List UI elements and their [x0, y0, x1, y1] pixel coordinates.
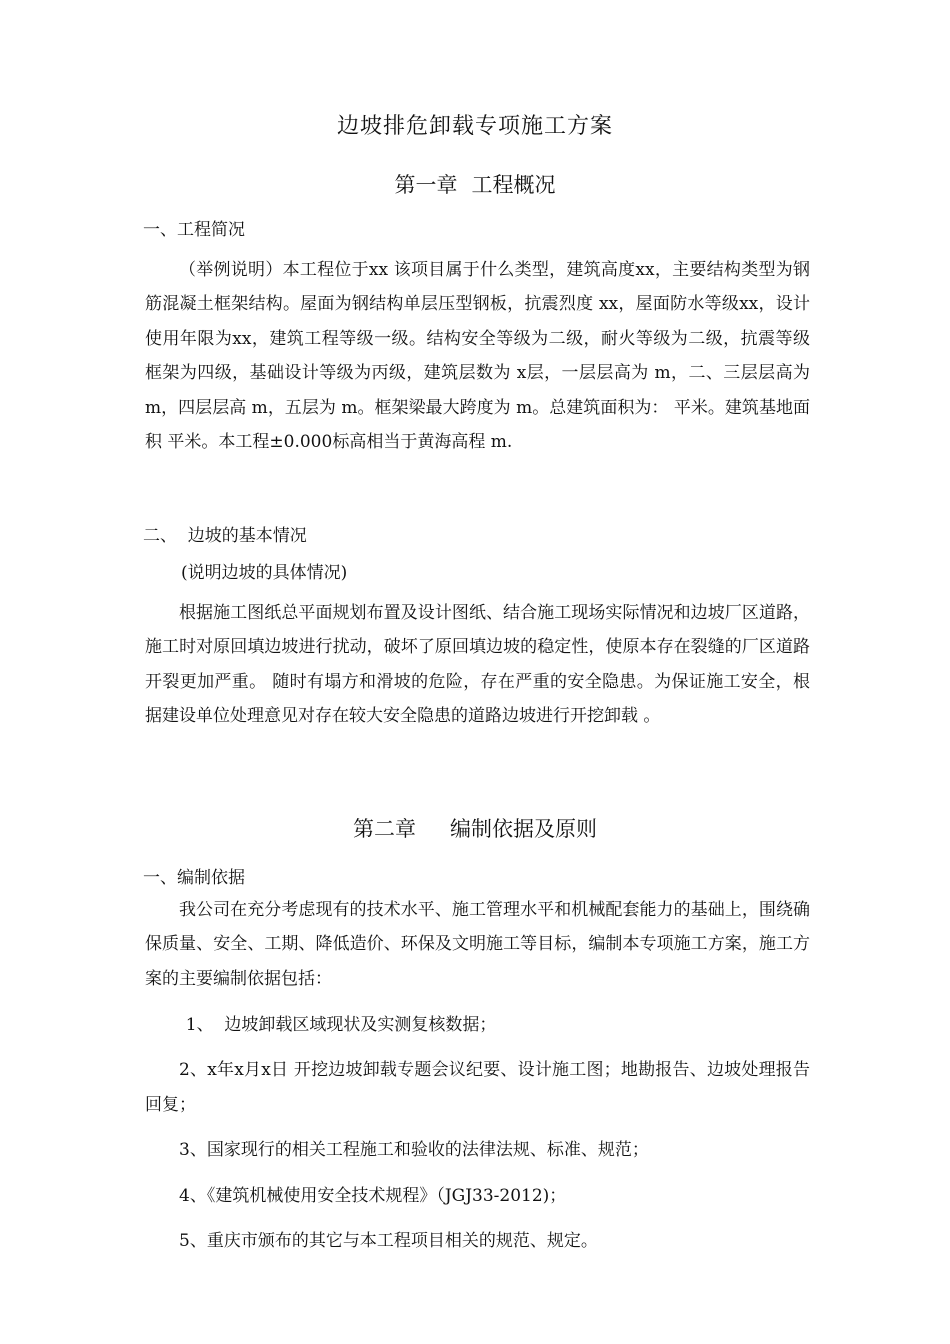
section-slope-basics-note: (说明边坡的具体情况)	[181, 563, 348, 583]
list-item: 1、 边坡卸载区域现状及实测复核数据；	[185, 1015, 497, 1035]
chapter-2-heading	[0, 814, 950, 844]
chapter-2-name: 编制依据及原则	[450, 817, 597, 841]
chapter-1-number: 第一章	[394, 173, 458, 197]
section-basis-heading: 一、编制依据	[143, 868, 245, 888]
section-basis-body: 我公司在充分考虑现有的技术水平、施工管理水平和机械配套能力的基础上，围绕确保质量、安全、工期、降低造价、环保及文明施工等目标，编制本专项施工方案，施工方案的主要编制依据包括：	[145, 900, 810, 989]
list-item: 5、重庆市颁布的其它与本工程项目相关的规范、规定。	[179, 1231, 598, 1252]
chapter-1-name: 工程概况	[471, 173, 556, 197]
section-slope-basics-body: 根据施工图纸总平面规划布置及设计图纸、结合施工现场实际情况和边坡厂区道路， 施工时对原回填边坡进行扰动，破坏了原回填边坡的稳定性，使原本存在裂缝的厂区道路开裂更加严重。 随时有塌方和滑坡的危险，存在严重的安全隐患。为保证施工安全，根据建设单位处理意见对存在较大安全隐患的道路边坡进行开挖卸载 。	[145, 603, 810, 727]
list-item: 3、国家现行的相关工程施工和验收的法律法规、标准、规范；	[179, 1140, 649, 1161]
section-slope-basics-heading: 二、 边坡的基本情况	[143, 526, 307, 546]
section-project-overview-body: （举例说明）本工程位于xx 该项目属于什么类型，建筑高度xx，主要结构类型为钢筋混凝土框架结构。屋面为钢结构单层压型钢板，抗震烈度 xx，屋面防水等级xx，设计使用年限为xx，建筑工程等级一级。结构安全等级为二级，耐火等级为二级，抗震等级框架为四级，基础设计等级为丙级，建筑层数为 x层，一层层高为 m，二、三层层高为 m，四层层高 m，五层为 m。框架梁最大跨度为 m。总建筑面积为： 平米。建筑基地面积 平米。本工程±0.000标高相当于黄海高程 m.	[145, 260, 810, 453]
document-title: 边坡排危卸载专项施工方案	[336, 114, 613, 139]
list-item: 4、《建筑机械使用安全技术规程》（JGJ33-2012)；	[179, 1185, 567, 1206]
basis-list	[145, 1008, 810, 1269]
section-project-overview-heading: 一、工程简况	[143, 220, 245, 240]
chapter-2-number: 第二章	[353, 817, 416, 841]
chapter-1-heading	[0, 170, 950, 200]
list-item: 2、x年x月x日 开挖边坡卸载专题会议纪要、设计施工图；地勘报告、边坡处理报告回复；	[145, 1060, 810, 1115]
